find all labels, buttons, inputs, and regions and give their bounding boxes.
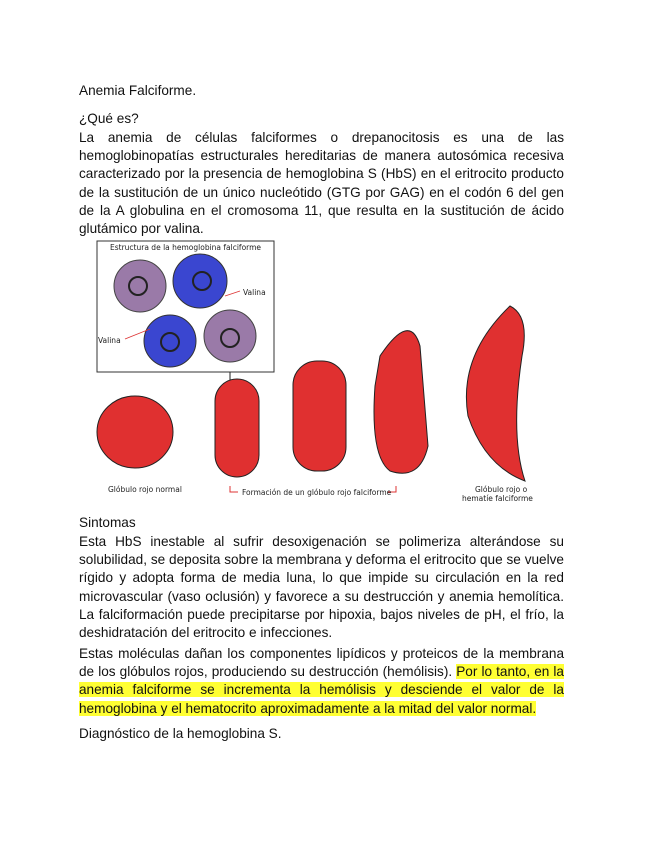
normal-red-cell xyxy=(97,396,173,468)
section-heading-diagnostico: Diagnóstico de la hemoglobina S. xyxy=(79,726,282,741)
inset-title: Estructura de la hemoglobina falciforme xyxy=(110,243,262,252)
section-heading-sintomas: Sintomas xyxy=(79,515,136,530)
label-sickle-2: hematíe falciforme xyxy=(462,494,533,503)
sickle-cell-figure xyxy=(90,236,550,506)
document-title: Anemia Falciforme. xyxy=(79,83,197,98)
paragraph-hemolysis xyxy=(79,645,564,718)
label-normal-cell: Glóbulo rojo normal xyxy=(108,485,182,494)
hemolysis-text: Estas moléculas dañan los componentes lipídicos y proteicos de la membrana de los glóbulos rojos, produciendo su destrucción (hemólisis). xyxy=(79,646,564,680)
highlighted-text: Por lo tanto, en la anemia falciforme se incrementa la hemólisis y desciende el valor de la hemoglobina y el hematocrito aproximadamente a la mitad del valor normal. xyxy=(79,664,564,716)
paragraph-symptoms: Esta HbS inestable al sufrir desoxigenación se polimeriza alterándose su solubilidad, se deposita sobre la membrana y deforma el eritrocito que se vuelve rígido y adopta forma de media luna, lo que impide su circulación en la red microvascular (vaso oclusión) y favorece a su destrucción y anemia hemolítica. La falciformación puede precipitarse por hipoxia, bajos niveles de pH, el frío, la deshidratación del eritrocito e infecciones. xyxy=(79,534,564,641)
label-sickle-1: Glóbulo rojo o xyxy=(475,485,528,494)
valina-label-left: Valina xyxy=(98,336,121,345)
label-formation: Formación de un glóbulo rojo falciforme xyxy=(242,488,392,497)
valina-label-right: Valina xyxy=(243,288,266,297)
forming-cell-1 xyxy=(215,379,259,477)
section-heading-que-es: ¿Qué es? xyxy=(79,111,139,126)
paragraph-definition: La anemia de células falciformes o drepanocitosis es una de las hemoglobinopatías estructurales hereditarias de manera autosómica recesiva caracterizado por la presencia de hemoglobina S (HbS) en el eritrocito producto de la sustitución de un único nucleótido (GTG por GAG) en el codón 6 del gen de la A globulina en el cromosoma 11, que resulta en la sustitución de ácido glutámico por valina. xyxy=(79,130,564,237)
forming-cell-2 xyxy=(293,361,346,471)
sickle-cell xyxy=(466,306,525,481)
forming-cell-3 xyxy=(374,331,428,474)
